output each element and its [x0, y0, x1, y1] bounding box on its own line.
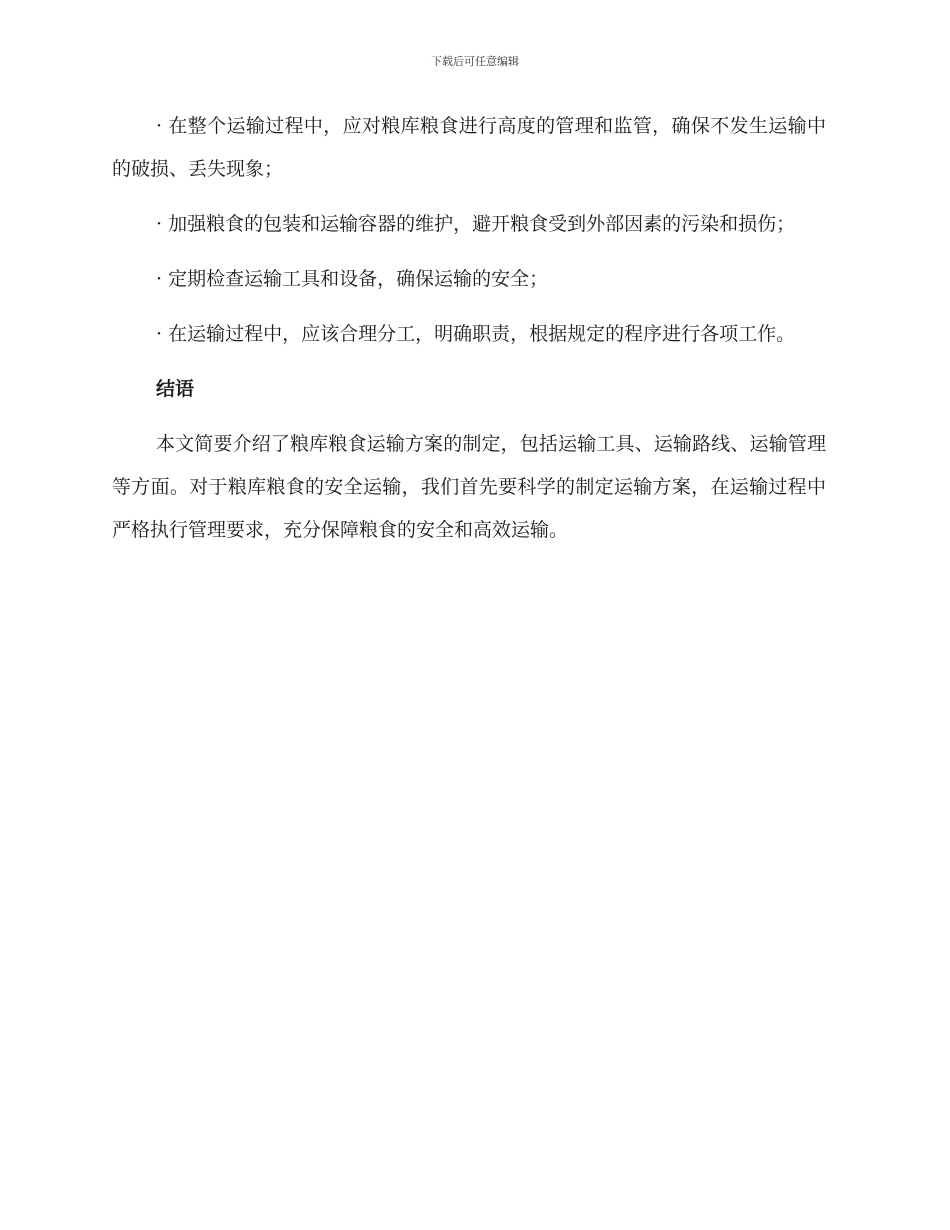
- bullet-item-1: · 在整个运输过程中，应对粮库粮食进行高度的管理和监管，确保不发生运输中的破损、丢失现象；: [112, 115, 826, 180]
- conclusion-paragraph: 本文简要介绍了粮库粮食运输方案的制定，包括运输工具、运输路线、运输管理等方面。对于粮库粮食的安全运输，我们首先要科学的制定运输方案，在运输过程中严格执行管理要求，充分保障粮食的安全和高效运输。: [112, 433, 826, 541]
- bullet-item-2: · 加强粮食的包装和运输容器的维护，避开粮食受到外部因素的污染和损伤；: [156, 213, 796, 235]
- conclusion-heading: 结语: [156, 378, 195, 400]
- page-header: 下载后可任意编辑: [431, 55, 519, 68]
- bullet-item-4: · 在运输过程中，应该合理分工，明确职责，根据规定的程序进行各项工作。: [156, 323, 796, 345]
- bullet-item-3: · 定期检查运输工具和设备，确保运输的安全；: [156, 268, 549, 290]
- document-body: [112, 105, 826, 564]
